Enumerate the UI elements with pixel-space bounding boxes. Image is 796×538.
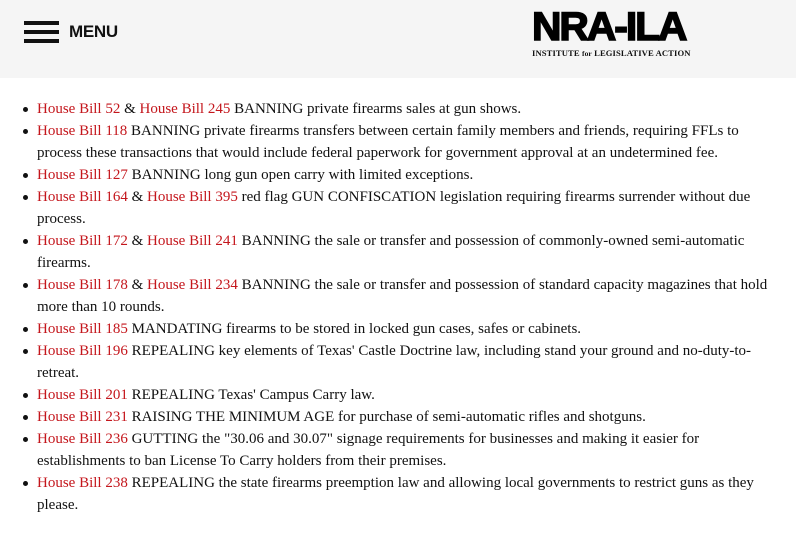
link-separator: & (120, 101, 140, 117)
bill-description: GUTTING the "30.06 and 30.07" signage requirements for businesses and making it easier for establishments to ban License To Carry holders from their premises. (37, 431, 700, 469)
bill-description: REPEALING Texas' Campus Carry law. (127, 387, 375, 403)
bill-link[interactable]: House Bill 127 (37, 167, 128, 183)
bill-list-item (37, 186, 769, 230)
bill-link[interactable]: House Bill 236 (37, 431, 128, 447)
bill-link[interactable]: House Bill 118 (37, 123, 128, 139)
bill-link[interactable]: House Bill 395 (147, 189, 238, 205)
bill-list-item (37, 428, 769, 472)
bill-description: RAISING THE MINIMUM AGE for purchase of semi-automatic rifles and shotguns. (127, 409, 646, 425)
bill-list-item (37, 230, 769, 274)
nra-ila-logo[interactable] (532, 5, 712, 58)
logo-tagline: INSTITUTE for LEGISLATIVE ACTION (532, 48, 691, 58)
bill-description: BANNING the sale or transfer and possession of commonly-owned semi-automatic firearms. (37, 233, 745, 271)
bill-link[interactable]: House Bill 234 (147, 277, 238, 293)
bill-link[interactable]: House Bill 201 (37, 387, 128, 403)
link-separator: & (127, 233, 148, 249)
bill-description: BANNING the sale or transfer and possession of standard capacity magazines that hold more than 10 rounds. (37, 277, 768, 315)
bill-description: BANNING private firearms transfers between certain family members and friends, requiring FFLs to process these transactions that would include federal paperwork for government approval at an undetermined fee. (37, 123, 739, 161)
bill-description: REPEALING the state firearms preemption law and allowing local governments to restrict guns as they please. (37, 475, 754, 513)
hamburger-icon (24, 20, 59, 44)
site-header (0, 0, 796, 78)
bill-description: MANDATING firearms to be stored in locked gun cases, safes or cabinets. (127, 321, 582, 337)
link-separator: & (127, 189, 148, 205)
bill-list-item (37, 340, 769, 384)
bill-link[interactable]: House Bill 172 (37, 233, 128, 249)
bill-link[interactable]: House Bill 164 (37, 189, 128, 205)
bill-list-item (37, 384, 769, 406)
bill-link[interactable]: House Bill 241 (147, 233, 238, 249)
bill-link[interactable]: House Bill 185 (37, 321, 128, 337)
bill-description: REPEALING key elements of Texas' Castle Doctrine law, including stand your ground and no-duty-to-retreat. (37, 343, 752, 381)
bill-link[interactable]: House Bill 231 (37, 409, 128, 425)
bill-description: red flag GUN CONFISCATION legislation requiring firearms surrender without due process. (37, 189, 751, 227)
bill-description: BANNING private firearms sales at gun shows. (230, 101, 522, 117)
bill-list-item (37, 472, 769, 516)
menu-label: MENU (69, 22, 118, 41)
bill-list (0, 98, 769, 516)
bill-link[interactable]: House Bill 196 (37, 343, 128, 359)
bill-link[interactable]: House Bill 245 (139, 101, 231, 117)
menu-button[interactable] (24, 20, 118, 44)
bill-link[interactable]: House Bill 178 (37, 277, 128, 293)
bill-link[interactable]: House Bill 238 (37, 475, 128, 491)
bill-list-item (37, 318, 769, 340)
link-separator: & (127, 277, 148, 293)
bill-list-item (37, 164, 769, 186)
logo-wordmark: NRA-ILA (532, 5, 686, 49)
bill-list-item (37, 274, 769, 318)
bill-description: BANNING long gun open carry with limited exceptions. (127, 167, 474, 183)
bill-list-item (37, 120, 769, 164)
bill-list-item (37, 406, 769, 428)
bill-link[interactable]: House Bill 52 (37, 101, 121, 117)
bill-list-item (37, 98, 769, 120)
